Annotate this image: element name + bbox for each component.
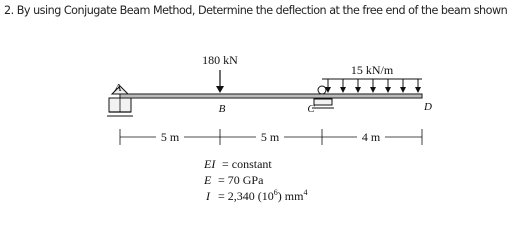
beam-properties xyxy=(203,157,307,203)
i-unit-exponent: 4 xyxy=(303,188,308,197)
point-b-label: B xyxy=(218,103,226,115)
i-unit: ) mm xyxy=(277,189,304,203)
point-c-label: C xyxy=(307,103,315,115)
point-a-label: A xyxy=(114,82,122,94)
question-text: 2. By using Conjugate Beam Method, Determine the deflection at the free end of the beam shown xyxy=(4,4,508,17)
ei-value: = constant xyxy=(222,157,272,171)
e-symbol: E xyxy=(204,173,212,187)
e-value: = 70 GPa xyxy=(218,173,264,187)
beam xyxy=(120,94,422,98)
distributed-load-label: 15 kN/m xyxy=(350,63,394,77)
ei-symbol: EI xyxy=(204,157,216,171)
i-value: = 2,340 (10 xyxy=(218,189,274,203)
point-load-label: 180 kN xyxy=(202,53,238,67)
i-exponent: 6 xyxy=(273,188,278,197)
point-load-arrow xyxy=(216,70,224,93)
point-d-label: D xyxy=(424,101,432,113)
dimension-ab-label: 5 m xyxy=(160,130,180,144)
svg-text:= 2,340 (106) mm4 xyxy=(218,188,307,203)
dimension-cd-label: 4 m xyxy=(361,130,381,144)
dimension-bc-label: 5 m xyxy=(260,130,280,144)
i-symbol: I xyxy=(206,189,210,203)
distributed-load-arrows xyxy=(322,79,422,93)
